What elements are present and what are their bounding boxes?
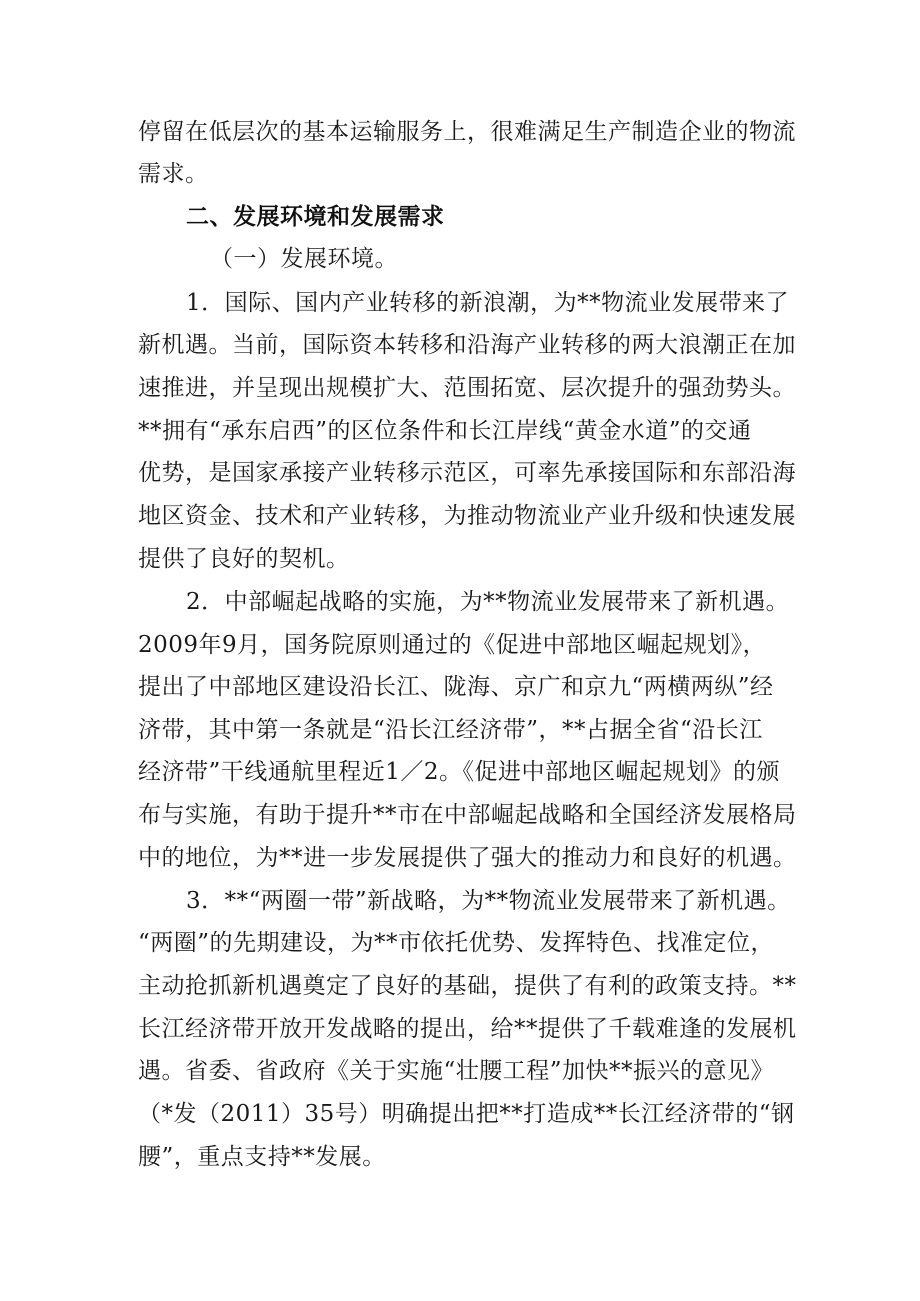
body-text-line: 腰”，重点支持**发展。 (138, 1144, 386, 1170)
body-text-line: 地区资金、技术和产业转移，为推动物流业产业升级和快速发展 (138, 503, 796, 529)
body-text-line: 提供了良好的契机。 (138, 546, 350, 572)
section-heading: 二、发展环境和发展需求 (186, 204, 445, 230)
paragraph-first-line: 2．中部崛起战略的实施，为**物流业发展带来了新机遇。 (186, 589, 790, 615)
body-text-line: 布与实施，有助于提升**市在中部崛起战略和全国经济发展格局 (138, 802, 797, 828)
body-text-line: 优势，是国家承接产业转移示范区，可率先承接国际和东部沿海 (138, 460, 796, 486)
body-text-line: 长江经济带开放开发战略的提出，给**提供了千载难逢的发展机 (138, 1016, 797, 1042)
body-text-line: 中的地位，为**进一步发展提供了强大的推动力和良好的机遇。 (138, 845, 797, 871)
body-text-line: 2009年9月，国务院原则通过的《促进中部地区崛起规划》， (138, 632, 767, 658)
body-text-line: 需求。 (138, 161, 209, 187)
subsection-heading: （一）发展环境。 (210, 246, 398, 272)
body-text-line: 停留在低层次的基本运输服务上，很难满足生产制造企业的物流 (138, 119, 796, 145)
body-text-line: 遇。省委、省政府《关于实施“壮腰工程”加快**振兴的意见》 (138, 1058, 775, 1084)
body-text-line: 速推进，并呈现出规模扩大、范围拓宽、层次提升的强劲势头。 (138, 375, 796, 401)
body-text-line: （*发（2011）35号）明确提出把**打造成**长江经济带的“钢 (138, 1101, 795, 1127)
body-text-line: 济带，其中第一条就是“沿长江经济带”，**占据全省“沿长江 (138, 717, 763, 743)
body-text-line: 经济带”干线通航里程近1／2。《促进中部地区崛起规划》的颁 (138, 759, 781, 785)
body-text-line: 提出了中部地区建设沿长江、陇海、京广和京九“两横两纵”经 (138, 674, 774, 700)
body-text-line: **拥有“承东启西”的区位条件和长江岸线“黄金水道”的交通 (138, 418, 752, 444)
paragraph-first-line: 1．国际、国内产业转移的新浪潮，为**物流业发展带来了 (186, 290, 790, 316)
body-text-line: “两圈”的先期建设，为**市依托优势、发挥特色、找准定位， (138, 930, 775, 956)
paragraph-first-line: 3．**“两圈一带”新战略，为**物流业发展带来了新机遇。 (186, 888, 791, 914)
body-text-line: 新机遇。当前，国际资本转移和沿海产业转移的两大浪潮正在加 (138, 332, 796, 358)
body-text-line: 主动抢抓新机遇奠定了良好的基础，提供了有利的政策支持。** (138, 973, 797, 999)
